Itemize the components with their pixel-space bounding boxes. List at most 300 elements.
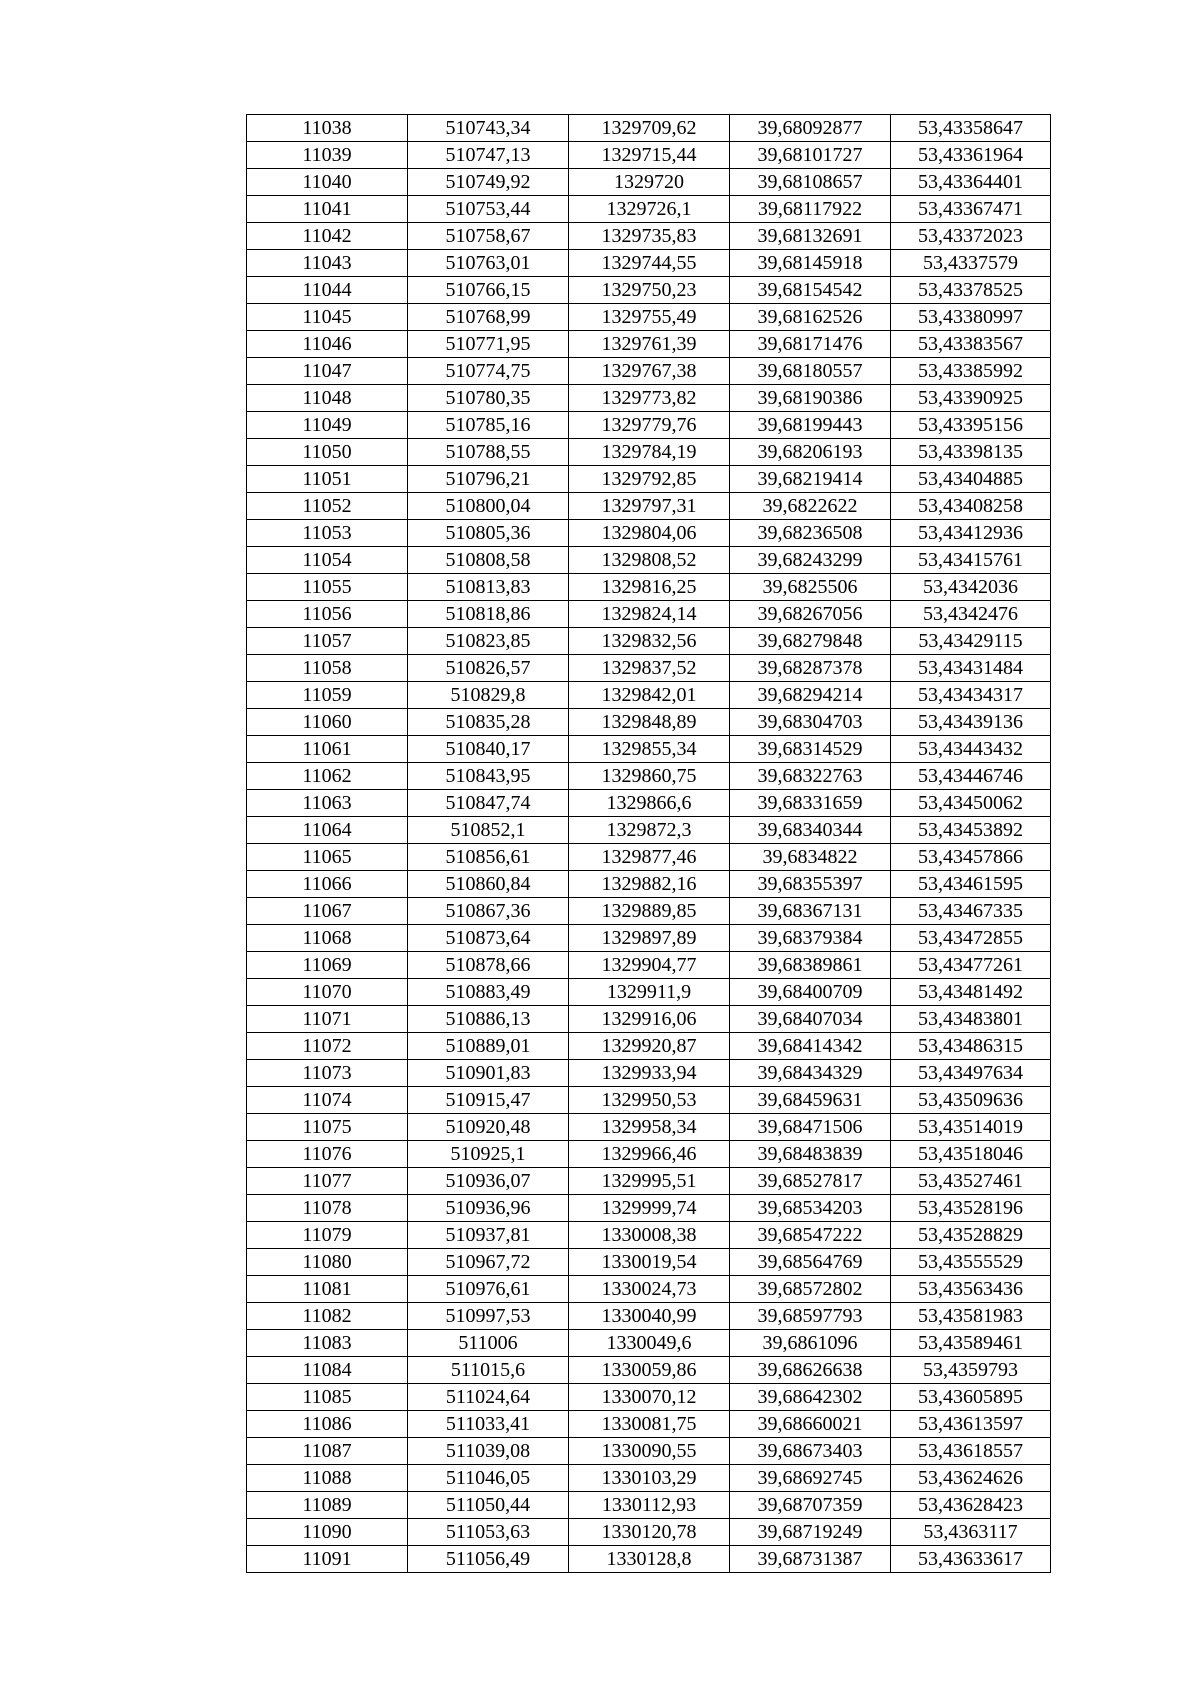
y-coordinate-cell: 1329779,76 bbox=[569, 412, 730, 439]
point-number-cell: 11041 bbox=[247, 196, 408, 223]
latitude-cell: 39,68367131 bbox=[730, 898, 891, 925]
table-row bbox=[247, 277, 1051, 304]
point-number-cell: 11049 bbox=[247, 412, 408, 439]
latitude-cell: 39,68719249 bbox=[730, 1519, 891, 1546]
y-coordinate-cell: 1330070,12 bbox=[569, 1384, 730, 1411]
x-coordinate-cell: 510766,15 bbox=[408, 277, 569, 304]
y-coordinate-cell: 1329726,1 bbox=[569, 196, 730, 223]
point-number-cell: 11061 bbox=[247, 736, 408, 763]
table-row bbox=[247, 574, 1051, 601]
x-coordinate-cell: 510889,01 bbox=[408, 1033, 569, 1060]
x-coordinate-cell: 510747,13 bbox=[408, 142, 569, 169]
latitude-cell: 39,68673403 bbox=[730, 1438, 891, 1465]
x-coordinate-cell: 510997,53 bbox=[408, 1303, 569, 1330]
y-coordinate-cell: 1329808,52 bbox=[569, 547, 730, 574]
latitude-cell: 39,68389861 bbox=[730, 952, 891, 979]
x-coordinate-cell: 510860,84 bbox=[408, 871, 569, 898]
x-coordinate-cell: 510774,75 bbox=[408, 358, 569, 385]
x-coordinate-cell: 510768,99 bbox=[408, 304, 569, 331]
y-coordinate-cell: 1329916,06 bbox=[569, 1006, 730, 1033]
table-row bbox=[247, 493, 1051, 520]
y-coordinate-cell: 1329897,89 bbox=[569, 925, 730, 952]
longitude-cell: 53,43429115 bbox=[891, 628, 1051, 655]
longitude-cell: 53,4342036 bbox=[891, 574, 1051, 601]
x-coordinate-cell: 511053,63 bbox=[408, 1519, 569, 1546]
y-coordinate-cell: 1329950,53 bbox=[569, 1087, 730, 1114]
y-coordinate-cell: 1330024,73 bbox=[569, 1276, 730, 1303]
table-row bbox=[247, 844, 1051, 871]
point-number-cell: 11087 bbox=[247, 1438, 408, 1465]
x-coordinate-cell: 510743,34 bbox=[408, 115, 569, 142]
point-number-cell: 11040 bbox=[247, 169, 408, 196]
table-row bbox=[247, 871, 1051, 898]
longitude-cell: 53,43361964 bbox=[891, 142, 1051, 169]
x-coordinate-cell: 510785,16 bbox=[408, 412, 569, 439]
x-coordinate-cell: 510843,95 bbox=[408, 763, 569, 790]
table-row bbox=[247, 1276, 1051, 1303]
table-row bbox=[247, 763, 1051, 790]
longitude-cell: 53,43528829 bbox=[891, 1222, 1051, 1249]
y-coordinate-cell: 1329709,62 bbox=[569, 115, 730, 142]
x-coordinate-cell: 510915,47 bbox=[408, 1087, 569, 1114]
x-coordinate-cell: 510826,57 bbox=[408, 655, 569, 682]
table-row bbox=[247, 1141, 1051, 1168]
table-row bbox=[247, 1357, 1051, 1384]
point-number-cell: 11085 bbox=[247, 1384, 408, 1411]
longitude-cell: 53,43450062 bbox=[891, 790, 1051, 817]
latitude-cell: 39,68171476 bbox=[730, 331, 891, 358]
longitude-cell: 53,43446746 bbox=[891, 763, 1051, 790]
longitude-cell: 53,43581983 bbox=[891, 1303, 1051, 1330]
y-coordinate-cell: 1329966,46 bbox=[569, 1141, 730, 1168]
table-row bbox=[247, 1330, 1051, 1357]
y-coordinate-cell: 1329995,51 bbox=[569, 1168, 730, 1195]
x-coordinate-cell: 510796,21 bbox=[408, 466, 569, 493]
table-row bbox=[247, 196, 1051, 223]
table-row bbox=[247, 790, 1051, 817]
point-number-cell: 11076 bbox=[247, 1141, 408, 1168]
x-coordinate-cell: 510883,49 bbox=[408, 979, 569, 1006]
point-number-cell: 11081 bbox=[247, 1276, 408, 1303]
latitude-cell: 39,68219414 bbox=[730, 466, 891, 493]
point-number-cell: 11054 bbox=[247, 547, 408, 574]
x-coordinate-cell: 511039,08 bbox=[408, 1438, 569, 1465]
latitude-cell: 39,68322763 bbox=[730, 763, 891, 790]
longitude-cell: 53,43589461 bbox=[891, 1330, 1051, 1357]
point-number-cell: 11080 bbox=[247, 1249, 408, 1276]
point-number-cell: 11065 bbox=[247, 844, 408, 871]
point-number-cell: 11086 bbox=[247, 1411, 408, 1438]
y-coordinate-cell: 1329848,89 bbox=[569, 709, 730, 736]
y-coordinate-cell: 1330059,86 bbox=[569, 1357, 730, 1384]
x-coordinate-cell: 510753,44 bbox=[408, 196, 569, 223]
table-row bbox=[247, 1006, 1051, 1033]
longitude-cell: 53,43395156 bbox=[891, 412, 1051, 439]
y-coordinate-cell: 1329824,14 bbox=[569, 601, 730, 628]
latitude-cell: 39,68527817 bbox=[730, 1168, 891, 1195]
y-coordinate-cell: 1329958,34 bbox=[569, 1114, 730, 1141]
table-row bbox=[247, 655, 1051, 682]
latitude-cell: 39,68267056 bbox=[730, 601, 891, 628]
y-coordinate-cell: 1329816,25 bbox=[569, 574, 730, 601]
longitude-cell: 53,43486315 bbox=[891, 1033, 1051, 1060]
latitude-cell: 39,68190386 bbox=[730, 385, 891, 412]
longitude-cell: 53,43408258 bbox=[891, 493, 1051, 520]
latitude-cell: 39,68642302 bbox=[730, 1384, 891, 1411]
table-row bbox=[247, 1384, 1051, 1411]
point-number-cell: 11062 bbox=[247, 763, 408, 790]
x-coordinate-cell: 510967,72 bbox=[408, 1249, 569, 1276]
latitude-cell: 39,68564769 bbox=[730, 1249, 891, 1276]
x-coordinate-cell: 510937,81 bbox=[408, 1222, 569, 1249]
point-number-cell: 11055 bbox=[247, 574, 408, 601]
longitude-cell: 53,43624626 bbox=[891, 1465, 1051, 1492]
point-number-cell: 11069 bbox=[247, 952, 408, 979]
point-number-cell: 11052 bbox=[247, 493, 408, 520]
y-coordinate-cell: 1330128,8 bbox=[569, 1546, 730, 1573]
point-number-cell: 11043 bbox=[247, 250, 408, 277]
x-coordinate-cell: 510805,36 bbox=[408, 520, 569, 547]
y-coordinate-cell: 1330008,38 bbox=[569, 1222, 730, 1249]
point-number-cell: 11082 bbox=[247, 1303, 408, 1330]
latitude-cell: 39,68597793 bbox=[730, 1303, 891, 1330]
longitude-cell: 53,43497634 bbox=[891, 1060, 1051, 1087]
x-coordinate-cell: 510856,61 bbox=[408, 844, 569, 871]
x-coordinate-cell: 510818,86 bbox=[408, 601, 569, 628]
x-coordinate-cell: 511006 bbox=[408, 1330, 569, 1357]
table-row bbox=[247, 682, 1051, 709]
x-coordinate-cell: 511050,44 bbox=[408, 1492, 569, 1519]
point-number-cell: 11053 bbox=[247, 520, 408, 547]
latitude-cell: 39,68340344 bbox=[730, 817, 891, 844]
x-coordinate-cell: 510878,66 bbox=[408, 952, 569, 979]
latitude-cell: 39,68108657 bbox=[730, 169, 891, 196]
longitude-cell: 53,43431484 bbox=[891, 655, 1051, 682]
table-row bbox=[247, 1114, 1051, 1141]
table-row bbox=[247, 466, 1051, 493]
longitude-cell: 53,43364401 bbox=[891, 169, 1051, 196]
x-coordinate-cell: 510936,96 bbox=[408, 1195, 569, 1222]
latitude-cell: 39,68154542 bbox=[730, 277, 891, 304]
latitude-cell: 39,68355397 bbox=[730, 871, 891, 898]
latitude-cell: 39,68731387 bbox=[730, 1546, 891, 1573]
table-row bbox=[247, 223, 1051, 250]
point-number-cell: 11038 bbox=[247, 115, 408, 142]
latitude-cell: 39,68459631 bbox=[730, 1087, 891, 1114]
table-row bbox=[247, 1519, 1051, 1546]
point-number-cell: 11070 bbox=[247, 979, 408, 1006]
table-row bbox=[247, 547, 1051, 574]
point-number-cell: 11064 bbox=[247, 817, 408, 844]
longitude-cell: 53,43415761 bbox=[891, 547, 1051, 574]
table-row bbox=[247, 1411, 1051, 1438]
latitude-cell: 39,68132691 bbox=[730, 223, 891, 250]
longitude-cell: 53,43443432 bbox=[891, 736, 1051, 763]
latitude-cell: 39,68243299 bbox=[730, 547, 891, 574]
point-number-cell: 11077 bbox=[247, 1168, 408, 1195]
longitude-cell: 53,43618557 bbox=[891, 1438, 1051, 1465]
y-coordinate-cell: 1329933,94 bbox=[569, 1060, 730, 1087]
latitude-cell: 39,68294214 bbox=[730, 682, 891, 709]
longitude-cell: 53,43378525 bbox=[891, 277, 1051, 304]
y-coordinate-cell: 1329999,74 bbox=[569, 1195, 730, 1222]
table-row bbox=[247, 385, 1051, 412]
table-row bbox=[247, 1168, 1051, 1195]
y-coordinate-cell: 1329877,46 bbox=[569, 844, 730, 871]
x-coordinate-cell: 511015,6 bbox=[408, 1357, 569, 1384]
point-number-cell: 11091 bbox=[247, 1546, 408, 1573]
table-row bbox=[247, 169, 1051, 196]
latitude-cell: 39,68407034 bbox=[730, 1006, 891, 1033]
table-row bbox=[247, 952, 1051, 979]
longitude-cell: 53,4359793 bbox=[891, 1357, 1051, 1384]
point-number-cell: 11073 bbox=[247, 1060, 408, 1087]
longitude-cell: 53,43527461 bbox=[891, 1168, 1051, 1195]
x-coordinate-cell: 510771,95 bbox=[408, 331, 569, 358]
longitude-cell: 53,43563436 bbox=[891, 1276, 1051, 1303]
latitude-cell: 39,68117922 bbox=[730, 196, 891, 223]
x-coordinate-cell: 510867,36 bbox=[408, 898, 569, 925]
point-number-cell: 11060 bbox=[247, 709, 408, 736]
coordinates-table-body bbox=[247, 115, 1051, 1573]
table-row bbox=[247, 1465, 1051, 1492]
latitude-cell: 39,68092877 bbox=[730, 115, 891, 142]
latitude-cell: 39,68287378 bbox=[730, 655, 891, 682]
point-number-cell: 11078 bbox=[247, 1195, 408, 1222]
table-row bbox=[247, 439, 1051, 466]
longitude-cell: 53,43467335 bbox=[891, 898, 1051, 925]
table-row bbox=[247, 1546, 1051, 1573]
x-coordinate-cell: 510763,01 bbox=[408, 250, 569, 277]
point-number-cell: 11084 bbox=[247, 1357, 408, 1384]
x-coordinate-cell: 510840,17 bbox=[408, 736, 569, 763]
point-number-cell: 11057 bbox=[247, 628, 408, 655]
longitude-cell: 53,43383567 bbox=[891, 331, 1051, 358]
point-number-cell: 11050 bbox=[247, 439, 408, 466]
table-row bbox=[247, 601, 1051, 628]
longitude-cell: 53,43481492 bbox=[891, 979, 1051, 1006]
y-coordinate-cell: 1330112,93 bbox=[569, 1492, 730, 1519]
table-row bbox=[247, 1060, 1051, 1087]
longitude-cell: 53,43372023 bbox=[891, 223, 1051, 250]
latitude-cell: 39,68236508 bbox=[730, 520, 891, 547]
y-coordinate-cell: 1329792,85 bbox=[569, 466, 730, 493]
latitude-cell: 39,68400709 bbox=[730, 979, 891, 1006]
x-coordinate-cell: 510829,8 bbox=[408, 682, 569, 709]
table-row bbox=[247, 304, 1051, 331]
x-coordinate-cell: 510808,58 bbox=[408, 547, 569, 574]
longitude-cell: 53,43434317 bbox=[891, 682, 1051, 709]
table-row bbox=[247, 979, 1051, 1006]
longitude-cell: 53,4337579 bbox=[891, 250, 1051, 277]
point-number-cell: 11046 bbox=[247, 331, 408, 358]
latitude-cell: 39,6822622 bbox=[730, 493, 891, 520]
x-coordinate-cell: 510852,1 bbox=[408, 817, 569, 844]
x-coordinate-cell: 510873,64 bbox=[408, 925, 569, 952]
longitude-cell: 53,4363117 bbox=[891, 1519, 1051, 1546]
y-coordinate-cell: 1329872,3 bbox=[569, 817, 730, 844]
latitude-cell: 39,68101727 bbox=[730, 142, 891, 169]
latitude-cell: 39,6834822 bbox=[730, 844, 891, 871]
point-number-cell: 11066 bbox=[247, 871, 408, 898]
longitude-cell: 53,43528196 bbox=[891, 1195, 1051, 1222]
table-row bbox=[247, 709, 1051, 736]
latitude-cell: 39,68414342 bbox=[730, 1033, 891, 1060]
latitude-cell: 39,6825506 bbox=[730, 574, 891, 601]
x-coordinate-cell: 511056,49 bbox=[408, 1546, 569, 1573]
x-coordinate-cell: 511024,64 bbox=[408, 1384, 569, 1411]
longitude-cell: 53,43439136 bbox=[891, 709, 1051, 736]
table-row bbox=[247, 628, 1051, 655]
table-row bbox=[247, 898, 1051, 925]
y-coordinate-cell: 1329904,77 bbox=[569, 952, 730, 979]
latitude-cell: 39,68199443 bbox=[730, 412, 891, 439]
x-coordinate-cell: 510920,48 bbox=[408, 1114, 569, 1141]
longitude-cell: 53,43358647 bbox=[891, 115, 1051, 142]
table-row bbox=[247, 358, 1051, 385]
y-coordinate-cell: 1329750,23 bbox=[569, 277, 730, 304]
y-coordinate-cell: 1329761,39 bbox=[569, 331, 730, 358]
longitude-cell: 53,43453892 bbox=[891, 817, 1051, 844]
x-coordinate-cell: 510800,04 bbox=[408, 493, 569, 520]
y-coordinate-cell: 1329920,87 bbox=[569, 1033, 730, 1060]
latitude-cell: 39,68471506 bbox=[730, 1114, 891, 1141]
table-row bbox=[247, 1303, 1051, 1330]
point-number-cell: 11044 bbox=[247, 277, 408, 304]
point-number-cell: 11059 bbox=[247, 682, 408, 709]
longitude-cell: 53,43613597 bbox=[891, 1411, 1051, 1438]
point-number-cell: 11063 bbox=[247, 790, 408, 817]
x-coordinate-cell: 511046,05 bbox=[408, 1465, 569, 1492]
latitude-cell: 39,68379384 bbox=[730, 925, 891, 952]
point-number-cell: 11079 bbox=[247, 1222, 408, 1249]
table-row bbox=[247, 1195, 1051, 1222]
y-coordinate-cell: 1329882,16 bbox=[569, 871, 730, 898]
point-number-cell: 11058 bbox=[247, 655, 408, 682]
point-number-cell: 11045 bbox=[247, 304, 408, 331]
table-row bbox=[247, 1492, 1051, 1519]
point-number-cell: 11051 bbox=[247, 466, 408, 493]
table-row bbox=[247, 412, 1051, 439]
x-coordinate-cell: 510788,55 bbox=[408, 439, 569, 466]
y-coordinate-cell: 1329911,9 bbox=[569, 979, 730, 1006]
latitude-cell: 39,68547222 bbox=[730, 1222, 891, 1249]
point-number-cell: 11047 bbox=[247, 358, 408, 385]
point-number-cell: 11056 bbox=[247, 601, 408, 628]
latitude-cell: 39,68304703 bbox=[730, 709, 891, 736]
longitude-cell: 53,43367471 bbox=[891, 196, 1051, 223]
y-coordinate-cell: 1330090,55 bbox=[569, 1438, 730, 1465]
table-row bbox=[247, 142, 1051, 169]
point-number-cell: 11048 bbox=[247, 385, 408, 412]
y-coordinate-cell: 1329804,06 bbox=[569, 520, 730, 547]
x-coordinate-cell: 510823,85 bbox=[408, 628, 569, 655]
point-number-cell: 11067 bbox=[247, 898, 408, 925]
y-coordinate-cell: 1329866,6 bbox=[569, 790, 730, 817]
latitude-cell: 39,68162526 bbox=[730, 304, 891, 331]
table-row bbox=[247, 115, 1051, 142]
point-number-cell: 11089 bbox=[247, 1492, 408, 1519]
y-coordinate-cell: 1329744,55 bbox=[569, 250, 730, 277]
x-coordinate-cell: 510813,83 bbox=[408, 574, 569, 601]
y-coordinate-cell: 1329889,85 bbox=[569, 898, 730, 925]
y-coordinate-cell: 1330103,29 bbox=[569, 1465, 730, 1492]
latitude-cell: 39,68660021 bbox=[730, 1411, 891, 1438]
x-coordinate-cell: 510749,92 bbox=[408, 169, 569, 196]
y-coordinate-cell: 1329837,52 bbox=[569, 655, 730, 682]
x-coordinate-cell: 510886,13 bbox=[408, 1006, 569, 1033]
table-row bbox=[247, 925, 1051, 952]
latitude-cell: 39,68707359 bbox=[730, 1492, 891, 1519]
longitude-cell: 53,43472855 bbox=[891, 925, 1051, 952]
latitude-cell: 39,68180557 bbox=[730, 358, 891, 385]
table-row bbox=[247, 1249, 1051, 1276]
x-coordinate-cell: 510976,61 bbox=[408, 1276, 569, 1303]
y-coordinate-cell: 1330049,6 bbox=[569, 1330, 730, 1357]
longitude-cell: 53,43509636 bbox=[891, 1087, 1051, 1114]
y-coordinate-cell: 1329784,19 bbox=[569, 439, 730, 466]
y-coordinate-cell: 1329855,34 bbox=[569, 736, 730, 763]
table-row bbox=[247, 1438, 1051, 1465]
longitude-cell: 53,43628423 bbox=[891, 1492, 1051, 1519]
y-coordinate-cell: 1330120,78 bbox=[569, 1519, 730, 1546]
y-coordinate-cell: 1329720 bbox=[569, 169, 730, 196]
y-coordinate-cell: 1329715,44 bbox=[569, 142, 730, 169]
point-number-cell: 11072 bbox=[247, 1033, 408, 1060]
latitude-cell: 39,68434329 bbox=[730, 1060, 891, 1087]
latitude-cell: 39,68626638 bbox=[730, 1357, 891, 1384]
longitude-cell: 53,43412936 bbox=[891, 520, 1051, 547]
y-coordinate-cell: 1329797,31 bbox=[569, 493, 730, 520]
longitude-cell: 53,43404885 bbox=[891, 466, 1051, 493]
table-row bbox=[247, 817, 1051, 844]
point-number-cell: 11042 bbox=[247, 223, 408, 250]
longitude-cell: 53,43461595 bbox=[891, 871, 1051, 898]
point-number-cell: 11068 bbox=[247, 925, 408, 952]
y-coordinate-cell: 1329832,56 bbox=[569, 628, 730, 655]
latitude-cell: 39,68572802 bbox=[730, 1276, 891, 1303]
latitude-cell: 39,68145918 bbox=[730, 250, 891, 277]
y-coordinate-cell: 1330019,54 bbox=[569, 1249, 730, 1276]
y-coordinate-cell: 1329842,01 bbox=[569, 682, 730, 709]
y-coordinate-cell: 1329735,83 bbox=[569, 223, 730, 250]
longitude-cell: 53,43390925 bbox=[891, 385, 1051, 412]
latitude-cell: 39,68314529 bbox=[730, 736, 891, 763]
y-coordinate-cell: 1330040,99 bbox=[569, 1303, 730, 1330]
table-row bbox=[247, 520, 1051, 547]
longitude-cell: 53,43457866 bbox=[891, 844, 1051, 871]
latitude-cell: 39,68331659 bbox=[730, 790, 891, 817]
x-coordinate-cell: 510901,83 bbox=[408, 1060, 569, 1087]
table-row bbox=[247, 250, 1051, 277]
y-coordinate-cell: 1329767,38 bbox=[569, 358, 730, 385]
coordinates-table bbox=[246, 114, 1051, 1573]
y-coordinate-cell: 1330081,75 bbox=[569, 1411, 730, 1438]
x-coordinate-cell: 510835,28 bbox=[408, 709, 569, 736]
point-number-cell: 11071 bbox=[247, 1006, 408, 1033]
y-coordinate-cell: 1329755,49 bbox=[569, 304, 730, 331]
latitude-cell: 39,68692745 bbox=[730, 1465, 891, 1492]
longitude-cell: 53,43483801 bbox=[891, 1006, 1051, 1033]
x-coordinate-cell: 510780,35 bbox=[408, 385, 569, 412]
x-coordinate-cell: 510758,67 bbox=[408, 223, 569, 250]
longitude-cell: 53,43477261 bbox=[891, 952, 1051, 979]
longitude-cell: 53,43398135 bbox=[891, 439, 1051, 466]
longitude-cell: 53,43380997 bbox=[891, 304, 1051, 331]
table-row bbox=[247, 331, 1051, 358]
longitude-cell: 53,43555529 bbox=[891, 1249, 1051, 1276]
point-number-cell: 11083 bbox=[247, 1330, 408, 1357]
